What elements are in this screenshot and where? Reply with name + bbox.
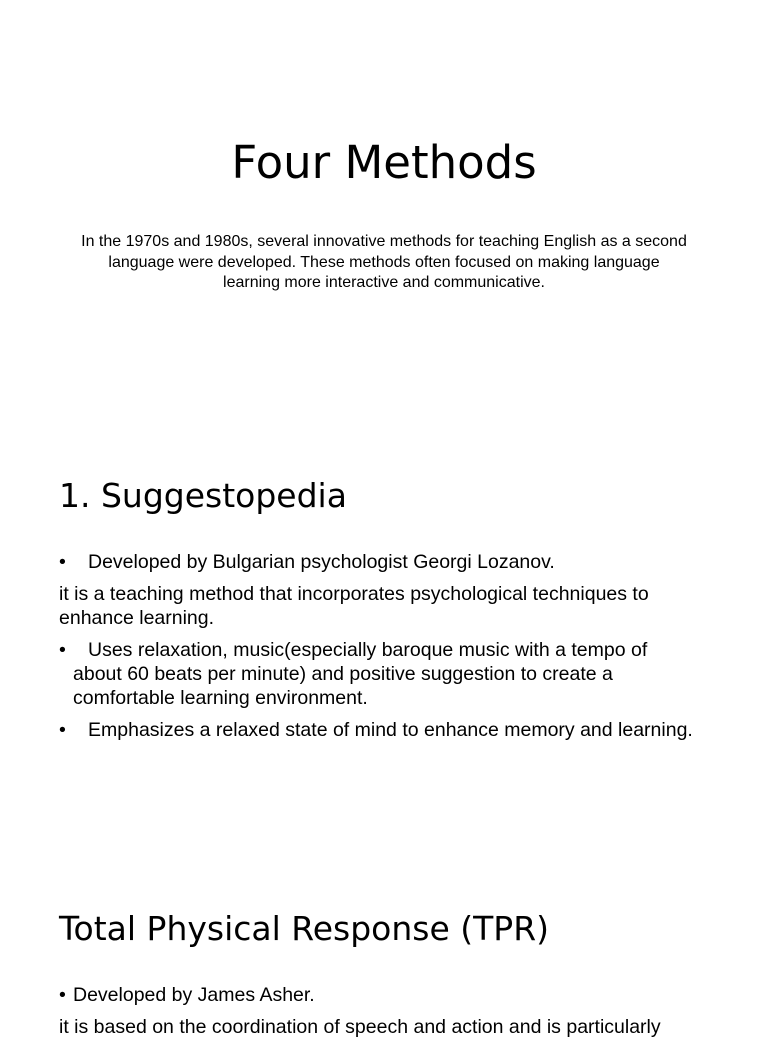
page-title: Four Methods bbox=[231, 136, 537, 189]
list-item bbox=[59, 983, 699, 1007]
intro-paragraph: In the 1970s and 1980s, several innovative methods for teaching English as a second language were developed. These methods often focused on making language learning more interactive and communicative. bbox=[81, 233, 687, 291]
list-item-text: Developed by James Asher. bbox=[73, 984, 315, 1006]
bullet-icon: • bbox=[59, 551, 66, 573]
section-heading-tpr: Total Physical Response (TPR) bbox=[59, 909, 550, 948]
body-text: it is a teaching method that incorporates psychological techniques to enhance learning. bbox=[59, 583, 649, 629]
bullet-icon: • bbox=[59, 984, 66, 1006]
list-item-text: Uses relaxation, music(especially baroque music with a tempo of about 60 beats per minute) and positive suggestion to create a comfortable learning environment. bbox=[73, 639, 648, 709]
section-body-tpr bbox=[59, 983, 699, 1047]
list-item bbox=[59, 550, 699, 574]
section-body-suggestopedia bbox=[59, 550, 699, 750]
list-item-text: Emphasizes a relaxed state of mind to enhance memory and learning. bbox=[88, 719, 693, 741]
body-text: it is based on the coordination of speech and action and is particularly bbox=[59, 1016, 661, 1038]
list-item-text: Developed by Bulgarian psychologist Georgi Lozanov. bbox=[88, 551, 555, 573]
bullet-icon: • bbox=[59, 719, 66, 741]
section-heading-suggestopedia: 1. Suggestopedia bbox=[59, 476, 347, 515]
list-item bbox=[59, 638, 699, 710]
bullet-icon: • bbox=[59, 639, 66, 661]
list-item bbox=[59, 718, 699, 742]
